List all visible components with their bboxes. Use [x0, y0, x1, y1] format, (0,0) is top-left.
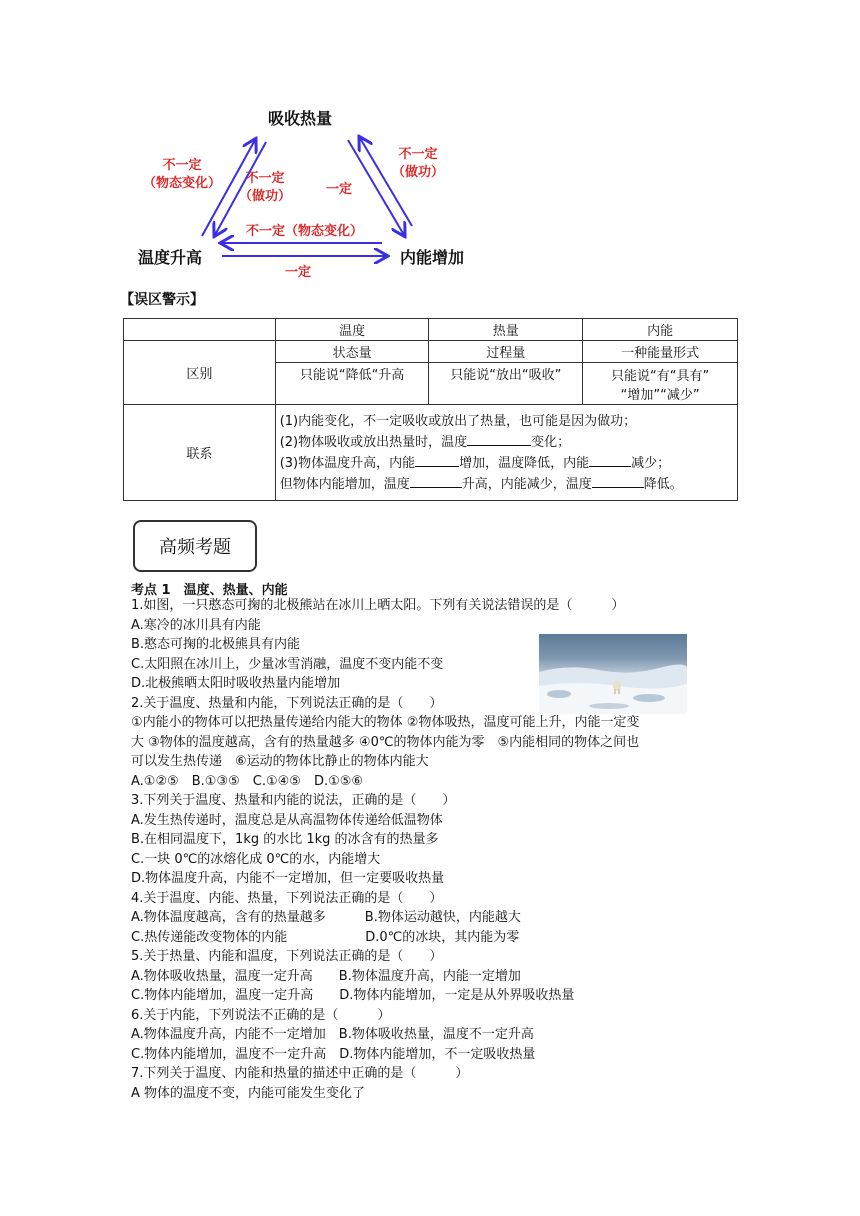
list-item: B.在相同温度下，1kg 的水比 1kg 的冰含有的热量多 [131, 832, 439, 847]
list-item: A.寒冷的冰川具有内能 [131, 617, 261, 633]
text: 减少； [631, 455, 671, 471]
label-left-inner-l2: （做功） [238, 189, 291, 204]
label-left-outer [133, 157, 231, 193]
table-cell: 只能说“降低“升高 [275, 363, 429, 405]
list-item: 4.关于温度、内能、热量，下列说法正确的是（ ） [131, 890, 443, 906]
connection-line-3 [280, 453, 733, 474]
text: (3)物体温度升高，内能 [279, 455, 416, 471]
label-left-inner [225, 170, 305, 206]
list-item: A.物体温度升高，内能不一定增加 B.物体吸收热量，温度不一定升高 [131, 1027, 534, 1042]
connection-line-1: (1)内能变化，不一定吸收或放出了热量，也可能是因为做功； [279, 413, 637, 429]
table-cell: 一种能量形式 [583, 341, 738, 363]
table-cell-line: “增加”“减少” [620, 387, 700, 403]
list-item: A.物体吸收热量，温度一定升高 B.物体温度升高，内能一定增加 [131, 968, 521, 984]
text: (2)物体吸收或放出热量时，温度 [279, 434, 468, 450]
list-item: A.物体温度越高，含有的热量越多 B.物体运动越快，内能越大 [131, 910, 521, 925]
topic-heading: 考点 1 温度、热量、内能 [131, 583, 288, 598]
label-left-outer-l1: 不一定 [162, 158, 202, 173]
label-bottom-bottom: 一定 [285, 265, 312, 280]
table-cell-line: 只能说“有“具有” [610, 368, 710, 384]
label-right-outer [390, 146, 446, 182]
list-item: C.物体内能增加，温度一定升高 D.物体内能增加，一定是从外界吸收热量 [131, 988, 575, 1003]
list-item: 5.关于热量、内能和温度，下列说法正确的是（ ） [131, 949, 443, 964]
label-right-outer-l1: 不一定 [398, 147, 438, 162]
blank-field[interactable] [410, 475, 462, 488]
list-item: C.一块 0℃的冰熔化成 0℃的水，内能增大 [131, 851, 381, 867]
list-item: C.物体内能增加，温度不一定升高 D.物体内能增加，不一定吸收热量 [131, 1046, 536, 1062]
connection-line-2 [280, 432, 733, 453]
list-item: 可以发生热传递 ⑥运动的物体比静止的物体内能大 [131, 754, 429, 769]
label-center: 一定 [326, 182, 353, 197]
list-item: C.热传递能改变物体的内能 D.0℃的冰块，其内能为零 [131, 929, 520, 945]
node-absorb-heat: 吸收热量 [268, 109, 333, 128]
label-right-outer-l2: （做功） [391, 165, 444, 180]
text: 增加，温度降低，内能 [459, 455, 590, 471]
blank-field[interactable] [415, 454, 459, 467]
list-item: D.物体温度升高，内能不一定增加，但一定要吸收热量 [131, 871, 445, 886]
list-item: 2.关于温度、热量和内能，下列说法正确的是（ ） [131, 695, 443, 711]
text: 但物体内能增加，温度 [279, 476, 410, 492]
table-header-row [124, 319, 738, 341]
label-bottom-top: 不一定（物态变化） [246, 224, 364, 239]
list-item: ①内能小的物体可以把热量传递给内能大的物体 ②物体吸热，温度可能上升，内能一定变 [131, 715, 640, 730]
list-item: 1.如图，一只憨态可掬的北极熊站在冰川上晒太阳。下列有关说法错误的是（ ） [131, 598, 625, 613]
table-cell [583, 363, 738, 405]
blank-field[interactable] [592, 475, 644, 488]
list-item: A.①②⑤ B.①③⑤ C.①④⑤ D.①⑤⑥ [131, 773, 364, 789]
row-label-connection: 联系 [124, 405, 276, 501]
table-cell: 状态量 [275, 341, 429, 363]
label-left-inner-l1: 不一定 [245, 171, 285, 186]
blank-field[interactable] [467, 433, 531, 446]
list-item: C.太阳照在冰川上，少量冰雪消融，温度不变内能不变 [131, 656, 444, 672]
table-corner [124, 319, 276, 341]
list-item: 大 ③物体的温度越高，含有的热量越多 ④0℃的物体内能为零 ⑤内能相同的物体之间也 [131, 734, 640, 750]
connection-line-4 [280, 474, 733, 495]
question-list [131, 596, 741, 1103]
connection-cell [275, 405, 737, 501]
text: 变化； [531, 434, 571, 450]
table-cell: 过程量 [429, 341, 583, 363]
table-row [124, 405, 738, 501]
list-item: A.发生热传递时，温度总是从高温物体传递给低温物体 [131, 812, 443, 828]
label-left-outer-l2: （物态变化） [142, 176, 221, 191]
text: 升高，内能减少，温度 [461, 476, 592, 492]
table-header: 温度 [275, 319, 429, 341]
comparison-table [123, 318, 738, 501]
row-label-difference: 区别 [124, 341, 276, 405]
list-item: D.北极熊晒太阳时吸收热量内能增加 [131, 676, 341, 691]
section-badge: 高频考题 [133, 520, 257, 572]
list-item: 6.关于内能，下列说法不正确的是（ ） [131, 1007, 391, 1023]
list-item: A 物体的温度不变，内能可能发生变化了 [131, 1085, 366, 1101]
node-temp-rise: 温度升高 [138, 248, 203, 267]
text: 降低。 [643, 476, 683, 492]
list-item: 3.下列关于温度、热量和内能的说法，正确的是（ ） [131, 793, 456, 808]
node-energy-increase: 内能增加 [400, 248, 465, 267]
table-header: 内能 [583, 319, 738, 341]
section-title: 【误区警示】 [120, 292, 204, 308]
list-item: 7.下列关于温度、内能和热量的描述中正确的是（ ） [131, 1066, 469, 1081]
list-item: B.憨态可掬的北极熊具有内能 [131, 637, 301, 652]
table-header: 热量 [429, 319, 583, 341]
table-row [124, 341, 738, 363]
blank-field[interactable] [589, 454, 631, 467]
table-cell: 只能说“放出“吸收” [429, 363, 583, 405]
